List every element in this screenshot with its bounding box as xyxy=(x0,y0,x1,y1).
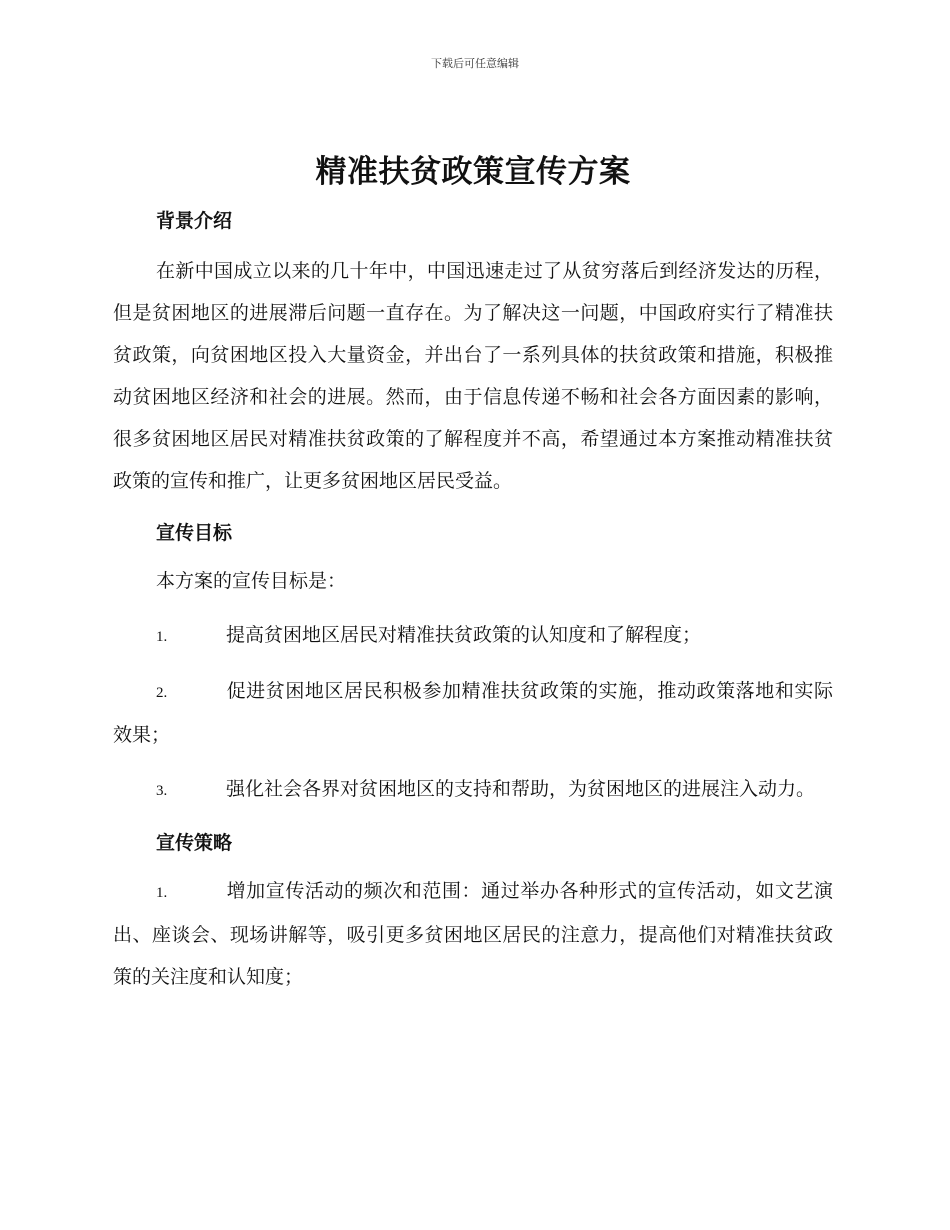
section-heading-goals: 宣传目标 xyxy=(156,522,233,544)
page-header-note: 下载后可任意编辑 xyxy=(431,57,519,70)
list-item-number: 2. xyxy=(156,685,168,701)
list-item xyxy=(113,614,833,658)
list-item xyxy=(113,768,833,812)
document-title: 精准扶贫政策宣传方案 xyxy=(315,154,631,190)
list-item-number: 1. xyxy=(156,629,168,645)
section-heading-background: 背景介绍 xyxy=(156,210,233,232)
list-item-number: 3. xyxy=(156,783,168,799)
document-body xyxy=(113,150,833,998)
list-item-text: 增加宣传活动的频次和范围：通过举办各种形式的宣传活动，如文艺演出、座谈会、现场讲解等，吸引更多贫困地区居民的注意力，提高他们对精准扶贫政策的关注度和认知度； xyxy=(113,880,833,988)
list-item-number: 1. xyxy=(156,885,168,901)
section-heading-strategy: 宣传策略 xyxy=(156,832,233,854)
background-paragraph: 在新中国成立以来的几十年中，中国迅速走过了从贫穷落后到经济发达的历程，但是贫困地区的进展滞后问题一直存在。为了解决这一问题，中国政府实行了精准扶贫政策，向贫困地区投入大量资金，并出台了一系列具体的扶贫政策和措施，积极推动贫困地区经济和社会的进展。然而，由于信息传递不畅和社会各方面因素的影响，很多贫困地区居民对精准扶贫政策的了解程度并不高，希望通过本方案推动精准扶贫政策的宣传和推广，让更多贫困地区居民受益。 xyxy=(113,260,833,492)
list-item xyxy=(113,870,833,998)
goals-intro: 本方案的宣传目标是： xyxy=(156,570,347,592)
list-item-text: 提高贫困地区居民对精准扶贫政策的认知度和了解程度； xyxy=(226,624,702,646)
list-item xyxy=(113,670,833,756)
list-item-text: 促进贫困地区居民积极参加精准扶贫政策的实施，推动政策落地和实际效果； xyxy=(113,680,833,746)
list-item-text: 强化社会各界对贫困地区的支持和帮助，为贫困地区的进展注入动力。 xyxy=(226,778,816,800)
